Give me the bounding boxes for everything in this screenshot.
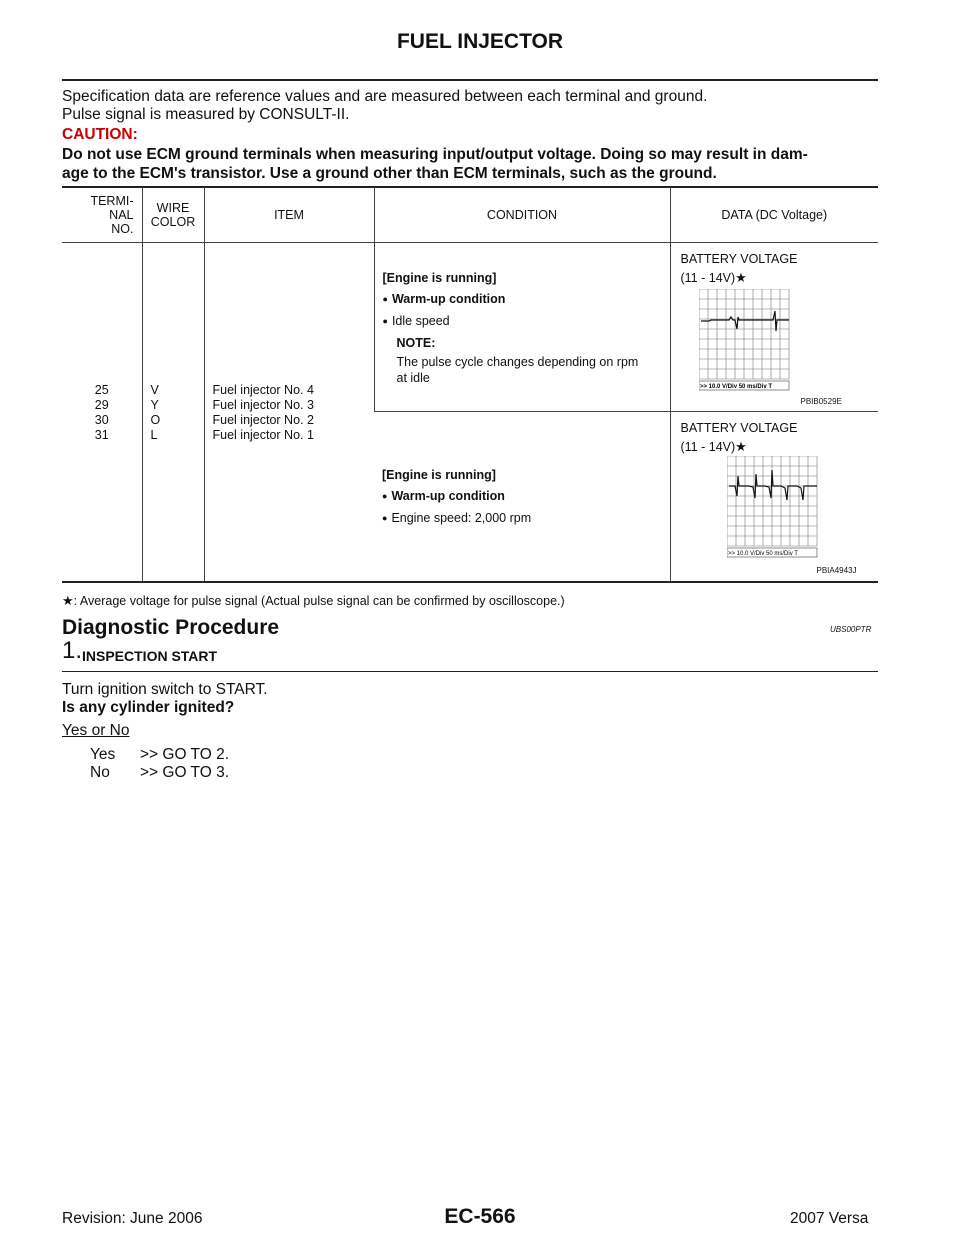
header-terminal-l3: NO. xyxy=(111,221,134,236)
footnote xyxy=(62,593,565,609)
oscilloscope-figure xyxy=(699,289,799,399)
condition-head: [Engine is running] xyxy=(382,467,496,482)
footnote-text: : Average voltage for pulse signal (Actual pulse signal can be confirmed by oscilloscope.) xyxy=(73,594,565,608)
condition-bullet: ● Warm-up condition xyxy=(383,289,666,311)
header-data: DATA (DC Voltage) xyxy=(670,187,878,243)
note-heading: NOTE: xyxy=(396,336,436,350)
star-icon: ★ xyxy=(62,593,74,608)
title-rule xyxy=(62,79,878,81)
question-text: Is any cylinder ignited? xyxy=(62,699,235,716)
header-terminal xyxy=(62,187,142,243)
data-inner xyxy=(681,412,875,582)
intro-line-2: Pulse signal is measured by CONSULT-II. xyxy=(62,106,350,123)
answer-key: Yes xyxy=(90,746,116,763)
footer-revision: Revision: June 2006 xyxy=(62,1210,203,1227)
condition-head: [Engine is running] xyxy=(382,271,497,285)
data-range: (11 - 14V) xyxy=(680,271,736,285)
terminal-no: 30 xyxy=(94,412,109,427)
footer-model: 2007 Versa xyxy=(790,1210,869,1227)
item-name: Fuel injector No. 4 xyxy=(212,382,314,397)
scope-scale-label: >> 10.0 V/Div 50 ms/Div T xyxy=(699,384,772,390)
data-voltage: BATTERY VOLTAGE xyxy=(680,421,798,435)
oscilloscope-figure xyxy=(727,456,827,566)
table-header-row xyxy=(62,187,878,243)
header-terminal-l1: TERMI- xyxy=(90,193,134,208)
header-wire-l2: COLOR xyxy=(150,214,196,229)
terminal-no: 25 xyxy=(94,382,109,397)
figure-id: PBIA4943J xyxy=(816,566,857,575)
wire-color: Y xyxy=(150,397,159,412)
section-code: UBS00PTR xyxy=(830,625,872,634)
table-row xyxy=(62,243,878,412)
star-icon: ★ xyxy=(735,439,747,454)
wire-colors xyxy=(142,243,204,583)
yes-or-no-label: Yes or No xyxy=(62,722,130,739)
header-item: ITEM xyxy=(204,187,374,243)
star-icon: ★ xyxy=(735,270,747,285)
data-range: (11 - 14V) xyxy=(680,440,736,454)
note-line: at idle xyxy=(396,371,430,385)
note-line: The pulse cycle changes depending on rpm xyxy=(396,355,639,369)
header-condition: CONDITION xyxy=(374,187,670,243)
header-wire-color xyxy=(142,187,204,243)
wire-color: O xyxy=(150,412,161,427)
table-bottom-rule xyxy=(62,581,878,583)
caution-body xyxy=(62,145,882,183)
figure-id: PBIB0529E xyxy=(800,397,842,406)
wire-color: V xyxy=(150,382,159,397)
item-name: Fuel injector No. 1 xyxy=(212,427,314,442)
terminal-spec-table xyxy=(62,187,878,582)
section-heading: Diagnostic Procedure xyxy=(62,616,280,639)
terminal-no: 31 xyxy=(94,427,109,442)
scope-scale-label: >> 10.0 V/Div 50 ms/Div T xyxy=(727,551,798,557)
step-title: INSPECTION START xyxy=(82,648,218,664)
header-wire-l1: WIRE xyxy=(156,200,190,215)
caution-line-1: Do not use ECM ground terminals when measuring input/output voltage. Doing so may result in dam- xyxy=(62,146,808,163)
data-cell xyxy=(670,412,878,583)
terminal-no: 29 xyxy=(94,397,109,412)
answer-action: >> GO TO 2. xyxy=(140,746,230,763)
wire-color: L xyxy=(150,427,158,442)
answer-key: No xyxy=(90,764,110,781)
header-terminal-l2: NAL xyxy=(109,207,134,222)
caution-heading: CAUTION: xyxy=(62,126,138,143)
intro-text xyxy=(62,88,707,124)
instruction-text: Turn ignition switch to START. xyxy=(62,681,268,698)
data-cell xyxy=(670,243,878,412)
item-name: Fuel injector No. 3 xyxy=(212,397,314,412)
condition-cell xyxy=(374,243,670,412)
item-name: Fuel injector No. 2 xyxy=(212,412,314,427)
condition-bullet: ● Engine speed: 2,000 rpm xyxy=(382,508,666,530)
caution-line-2: age to the ECM's transistor. Use a ground other than ECM terminals, such as the ground. xyxy=(62,165,717,182)
answer-no[interactable] xyxy=(90,764,229,782)
condition-bullet: ● Idle speed xyxy=(383,311,666,333)
data-inner xyxy=(681,243,875,411)
step-rule xyxy=(62,671,878,672)
condition-cell xyxy=(374,412,670,583)
answer-yes[interactable] xyxy=(90,746,229,764)
intro-line-1: Specification data are reference values and are measured between each terminal and ground. xyxy=(62,88,708,105)
answer-action: >> GO TO 3. xyxy=(140,764,230,781)
condition-bullet: ● Warm-up condition xyxy=(382,486,666,508)
data-voltage: BATTERY VOLTAGE xyxy=(680,252,798,266)
item-names xyxy=(204,243,374,583)
step-number: 1. xyxy=(62,637,83,664)
terminal-numbers xyxy=(62,243,142,583)
page-title: FUEL INJECTOR xyxy=(396,30,564,53)
footer-page-number: EC-566 xyxy=(444,1205,516,1228)
